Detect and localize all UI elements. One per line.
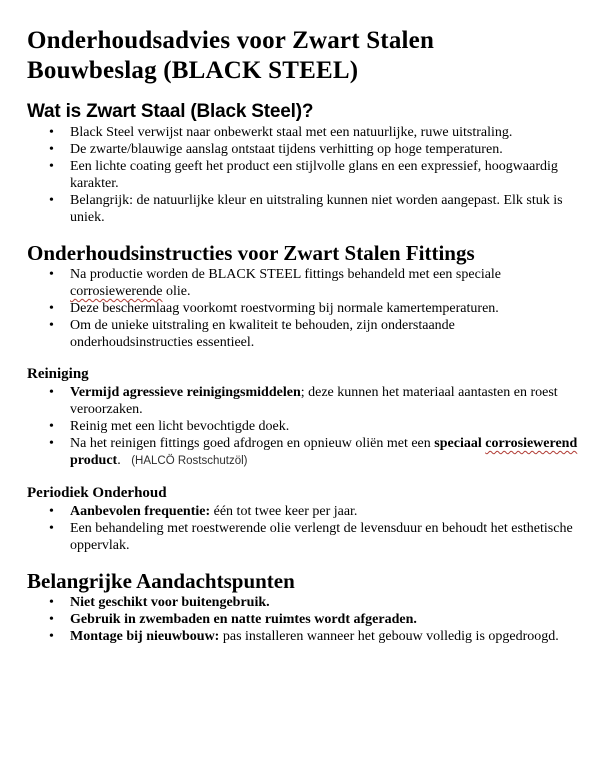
- subsection-heading-cleaning: Reiniging: [27, 366, 89, 382]
- spellcheck-flagged-word: corrosiewerend: [485, 436, 578, 451]
- text-segment: Na productie worden de BLACK STEEL fittings behandeld met een speciale: [70, 267, 502, 282]
- text-segment: één tot twee keer per jaar.: [210, 504, 358, 519]
- text-segment: .: [117, 453, 125, 468]
- list-item: [70, 141, 581, 158]
- text-segment: Montage bij nieuwbouw:: [70, 629, 220, 644]
- text-segment: olie.: [162, 284, 191, 299]
- list-item: [70, 317, 581, 351]
- text-segment: De zwarte/blauwige aanslag ontstaat tijdens verhitting op hoge temperaturen.: [70, 142, 503, 157]
- text-segment: Om de unieke uitstraling en kwaliteit te behouden, zijn onderstaande onderhoudsinstructies essentieel.: [70, 318, 455, 350]
- document-title-line-1: Onderhoudsadvies voor Zwart Stalen: [27, 27, 435, 54]
- list-item: [70, 503, 581, 520]
- product-note: (HALCÖ Rostschutzöl): [131, 455, 248, 467]
- list-item: [70, 594, 581, 611]
- section-heading-instructions: Onderhoudsinstructies voor Zwart Stalen Fittings: [27, 241, 475, 265]
- list-item: [70, 158, 581, 192]
- spellcheck-flagged-word: corrosiewerende: [70, 284, 163, 299]
- text-segment: product: [70, 453, 118, 468]
- text-segment: Gebruik in zwembaden en natte ruimtes wordt afgeraden.: [70, 612, 417, 627]
- text-segment: Deze beschermlaag voorkomt roestvorming bij normale kamertemperaturen.: [70, 301, 499, 316]
- list-item: [70, 520, 581, 554]
- document-title: [27, 26, 581, 86]
- text-segment: Na het reinigen fittings goed afdrogen en opnieuw oliën met een: [70, 436, 435, 451]
- section-heading-what-is: Wat is Zwart Staal (Black Steel)?: [27, 101, 314, 122]
- text-segment: Een behandeling met roestwerende olie verlengt de levensduur en behoudt het esthetische oppervlak.: [70, 521, 573, 553]
- bullet-list-cleaning: [27, 384, 581, 470]
- text-segment: Een lichte coating geeft het product een stijlvolle glans en een expressief, hoogwaardig karakter.: [70, 159, 558, 191]
- bullet-list-instructions: [27, 266, 581, 351]
- list-item: [70, 384, 581, 418]
- subsection-heading-periodic: Periodiek Onderhoud: [27, 485, 167, 501]
- list-item: [70, 266, 581, 300]
- text-segment: speciaal: [434, 436, 486, 451]
- section-heading-important: Belangrijke Aandachtspunten: [27, 569, 295, 593]
- list-item: [70, 124, 581, 141]
- text-segment: Vermijd agressieve reinigingsmiddelen: [70, 385, 301, 400]
- text-segment: Black Steel verwijst naar onbewerkt staal met een natuurlijke, ruwe uitstraling.: [70, 125, 513, 140]
- list-item: [70, 611, 581, 628]
- bullet-list-what-is: [27, 124, 581, 226]
- text-segment: ; deze kunnen het materiaal aantasten en roest veroorzaken.: [70, 385, 558, 417]
- list-item: [70, 435, 581, 470]
- list-item: [70, 192, 581, 226]
- bullet-list-periodic: [27, 503, 581, 554]
- text-segment: Belangrijk: de natuurlijke kleur en uitstraling kunnen niet worden aangepast. Elk stuk is uniek.: [70, 193, 563, 225]
- list-item: [70, 418, 581, 435]
- document-title-line-2: Bouwbeslag (BLACK STEEL): [27, 57, 359, 84]
- bullet-list-important: [27, 594, 581, 645]
- list-item: [70, 628, 581, 645]
- text-segment: Aanbevolen frequentie:: [70, 504, 211, 519]
- text-segment: pas installeren wanneer het gebouw volledig is opgedroogd.: [219, 629, 559, 644]
- text-segment: Niet geschikt voor buitengebruik.: [70, 595, 270, 610]
- text-segment: Reinig met een licht bevochtigde doek.: [70, 419, 290, 434]
- list-item: [70, 300, 581, 317]
